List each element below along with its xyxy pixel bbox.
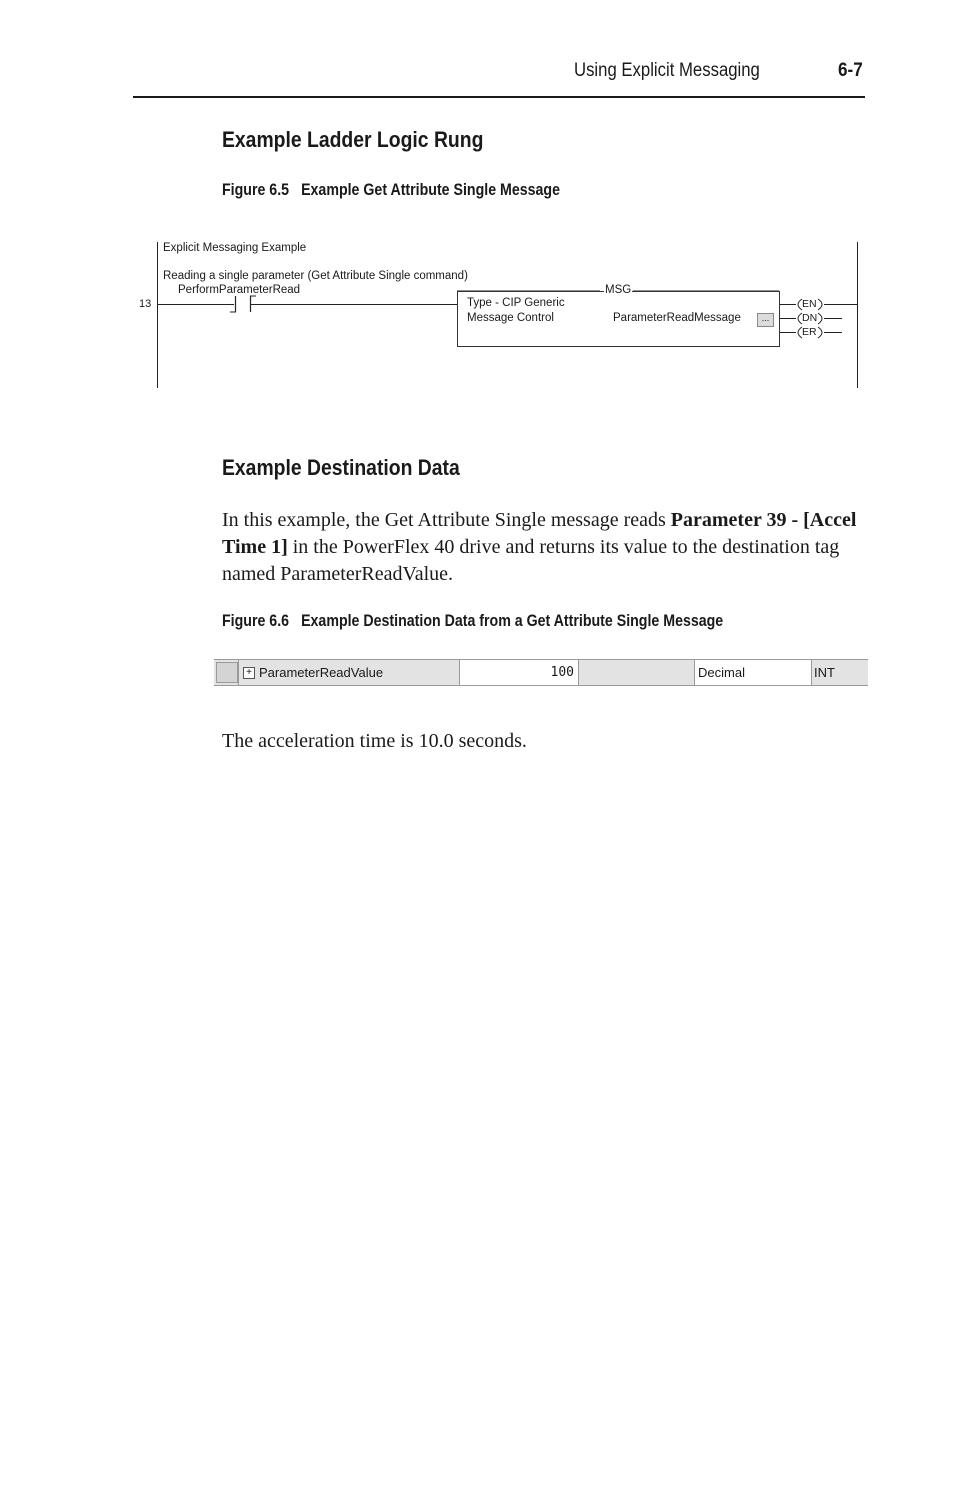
running-header-title: Using Explicit Messaging [574,60,760,81]
tag-data-type-cell [811,660,868,685]
para-text-1: In this example, the Get Attribute Single message reads [222,509,671,531]
figure-number: Figure 6.5 [222,181,290,199]
page-number: 6-7 [838,60,863,81]
expand-icon[interactable]: + [243,667,255,679]
output-dn: DN [802,312,818,324]
figure-caption-text: Example Get Attribute Single Message [301,181,560,199]
msg-type-label: Type - CIP Generic [467,297,565,309]
tag-name: ParameterReadValue [259,665,384,680]
force-mask-cell [578,660,694,685]
msg-control-label: Message Control [467,312,554,324]
rung-number: 13 [139,298,152,310]
output-en: EN [802,298,817,310]
msg-control-tag[interactable]: ParameterReadMessage [613,312,741,324]
section-heading-ladder: Example Ladder Logic Rung [222,127,484,152]
header-rule [133,96,865,98]
row-selector[interactable] [216,662,238,683]
ladder-rung [130,238,870,394]
tag-value-cell[interactable] [459,660,579,685]
closing-sentence: The acceleration time is 10.0 seconds. [222,730,527,752]
figure-6-6-caption [222,612,723,631]
tag-value: 100 [550,665,574,680]
para-text-2: in the PowerFlex 40 drive and returns its value to the destination tag named ParameterReadValue. [222,536,840,585]
tag-style-cell[interactable] [694,660,812,685]
msg-instruction-name: MSG [605,284,632,296]
tag-data-type: INT [814,665,835,680]
msg-browse-button[interactable]: ... [757,313,774,327]
tag-row[interactable] [214,659,868,686]
figure-number: Figure 6.6 [222,612,290,630]
figure-caption-text: Example Destination Data from a Get Attribute Single Message [301,612,724,630]
contact-tag[interactable]: PerformParameterRead [178,284,301,296]
figure-6-5-caption [222,181,560,200]
rung-comment-1: Explicit Messaging Example [163,242,307,254]
body-paragraph [222,507,872,588]
section-heading-destination: Example Destination Data [222,455,460,480]
para-bold-parameter: Parameter 39 - [Accel Time 1] [222,509,857,558]
rung-comment-2: Reading a single parameter (Get Attribute Single command) [163,270,468,282]
tag-style: Decimal [698,665,745,680]
tag-name-cell[interactable] [238,660,459,685]
output-er: ER [802,326,817,338]
